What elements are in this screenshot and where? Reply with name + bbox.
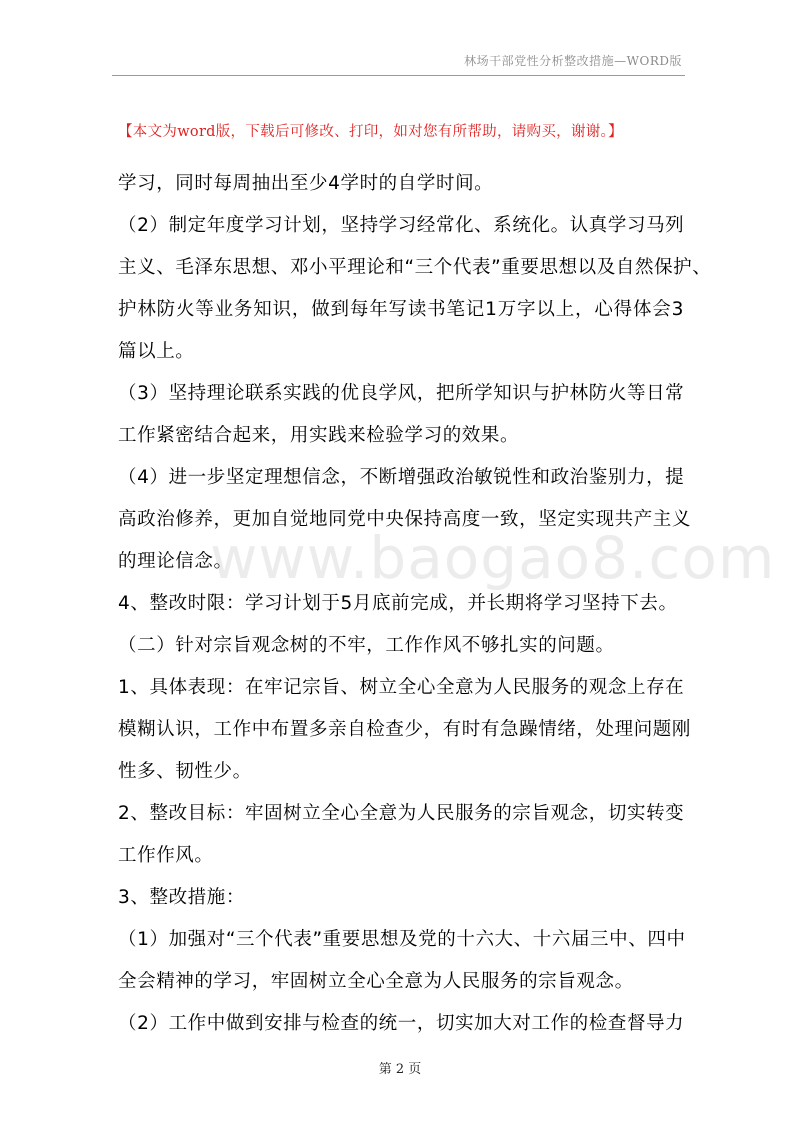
text-line: （4）进一步坚定理想信念，不断增强政治敏锐性和政治鉴别力，提 — [118, 467, 685, 488]
text-line: （二）针对宗旨观念树的不牢，工作作风不够扎实的问题。 — [118, 635, 615, 656]
text-line: 4、整改时限：学习计划于5月底前完成，并长期将学习坚持下去。 — [118, 593, 678, 614]
watermark-text: www.baogao8.com — [210, 524, 776, 592]
document-header-title: 林场干部党性分析整改措施—WORD版 — [464, 54, 682, 68]
text-line: 篇以上。 — [118, 341, 195, 362]
text-line: 工作紧密结合起来，用实践来检验学习的效果。 — [118, 425, 520, 446]
text-line: 的理论信念。 — [118, 551, 233, 572]
text-line: 1、具体表现：在牢记宗旨、树立全心全意为人民服务的观念上存在 — [118, 677, 685, 698]
text-line: （1）加强对“三个代表”重要思想及党的十六大、十六届三中、四中 — [118, 929, 686, 950]
text-line: （2）工作中做到安排与检查的统一，切实加大对工作的检查督导力 — [118, 1013, 685, 1034]
page-number: 第 2 页 — [378, 1062, 422, 1077]
download-notice: 【本文为word版，下载后可修改、打印，如对您有所帮助，请购买，谢谢。】 — [118, 124, 623, 140]
text-line: 主义、毛泽东思想、邓小平理论和“三个代表”重要思想以及自然保护、 — [118, 257, 712, 278]
text-line: 全会精神的学习，牢固树立全心全意为人民服务的宗旨观念。 — [118, 971, 634, 992]
text-line: （3）坚持理论联系实践的优良学风，把所学知识与护林防火等日常 — [118, 383, 685, 404]
text-line: 高政治修养，更加自觉地同党中央保持高度一致，坚定实现共产主义 — [118, 509, 692, 530]
text-line: 护林防火等业务知识，做到每年写读书笔记1万字以上，心得体会3 — [118, 299, 684, 320]
text-line: 2、整改目标：牢固树立全心全意为人民服务的宗旨观念，切实转变 — [118, 803, 685, 824]
text-line: 性多、韧性少。 — [118, 761, 252, 782]
header-divider — [112, 75, 685, 76]
text-line: （2）制定年度学习计划，坚持学习经常化、系统化。认真学习马列 — [118, 215, 685, 236]
text-line: 工作作风。 — [118, 845, 214, 866]
text-line: 3、整改措施： — [118, 887, 245, 908]
text-line: 学习，同时每周抽出至少4学时的自学时间。 — [118, 173, 494, 194]
text-line: 模糊认识，工作中布置多亲自检查少，有时有急躁情绪，处理问题刚 — [118, 719, 692, 740]
document-body — [118, 163, 712, 1045]
